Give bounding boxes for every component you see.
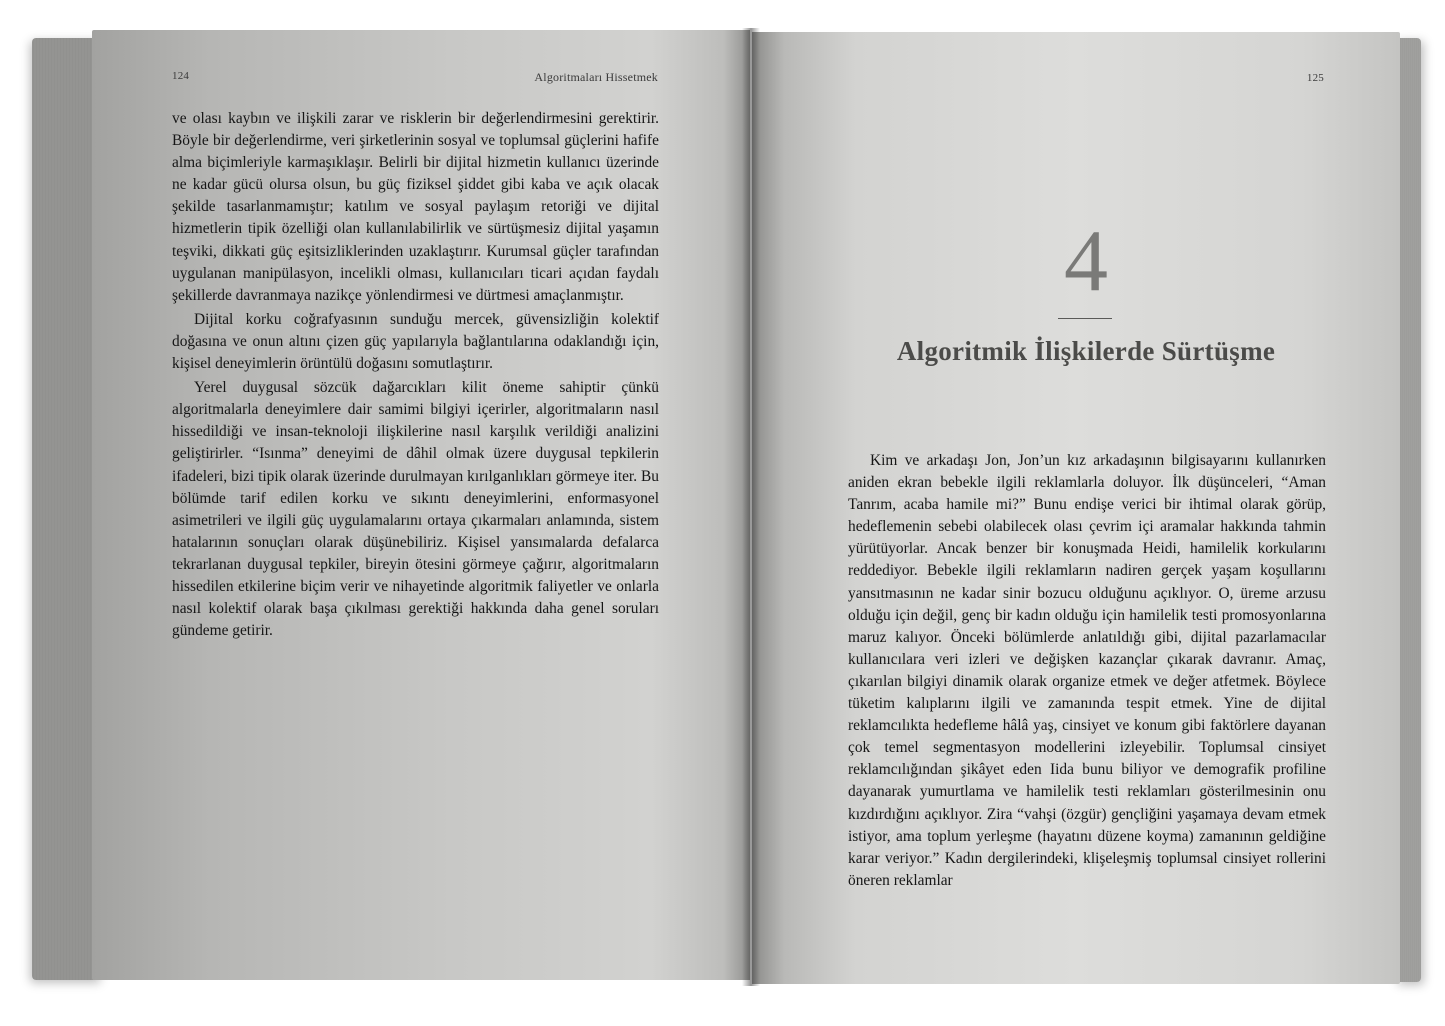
running-header: Algoritmaları Hissetmek [534,70,658,84]
right-body-text [848,450,1326,892]
chapter-divider [1058,318,1112,319]
right-page-number: 125 [1306,72,1324,84]
paragraph: Yerel duygusal sözcük dağarcıkları kilit öneme sahiptir çünkü algoritmalarla deneyimlere dair samimi bilgiyi içerirler, algoritmaların nasıl hissedildiği ve insan-teknoloji ilişkilerine nasıl karşılık verildiği analizini geliştirirler. “Isınma” deneyimi de dâhil olmak üzere duygusal tepkilerin ifadeleri, bizi tipik olarak üzerinde durulmayan kırılganlıkları görmeye iter. Bu bölümde tarif edilen korku ve sıkıntı deneyimlerini, enformasyonel asimetrileri ve ilgili güç uygulamalarını ortaya çıkarmaları anlamında, sistem hatalarının sonuçları olarak düşünebiliriz. Kişisel yansımalarda defalarca tekrarlanan duygusal tepkiler, bireyin ötesini görmeye çağırır, algoritmaların hissedilen etkilerine biçim verir ve nihayetinde algoritmik faliyetler ve onlarla nasıl kolektif olarak başa çıkılması gerektiği hakkında daha genel soruları gündeme getirir. [172,379,659,640]
chapter-number: 4 [1064,213,1108,310]
left-page-number: 124 [172,70,190,82]
paragraph: Kim ve arkadaşı Jon, Jon’un kız arkadaşının bilgisayarını kullanırken aniden ekran bebekle ilgili reklamlarla doluyor. İlk düşünceleri, “Aman Tanrım, acaba hamile mi?” Bunu endişe verici bir ihtimal olarak görüp, hedeflemenin sebebi olabilecek olası çevrim içi aramalar hakkında tahmin yürütüyorlar. Ancak benzer bir konuşmada Heidi, hamilelik korkularını reddediyor. Bebekle ilgili reklamların nadiren gerçek yaşam koşullarını yansıtmasının ne kadar sinir bozucu olduğunu açıklıyor. O, üreme arzusu olduğu için değil, genç bir kadın olduğu için hamilelik testi promosyonlarına maruz kalıyor. Önceki bölümlerde anlatıldığı gibi, dijital pazarlamacılar kullanıcılara veri izleri ve değişken kazançlar çıkarak davranır. Amaç, çıkarılan bilgiyi dinamik olarak organize etmek ve değer atfetmek. Böylece tüketim kalıplarını ilgili ve zamanında tespit etmek. Yine de dijital reklamcılıkta hedefleme hâlâ yaş, cinsiyet ve konum gibi faktörlere dayanan çok temel segmentasyon modellerini izleyebilir. Toplumsal cinsiyet reklamcılığından şikâyet eden Iida bunu biliyor ve demografik profiline dayanarak yumurtlama ve hamilelik testi reklamları gösterilmesinin onu kızdırdığını açıklıyor. Zira “vahşi (özgür) gençliğini yaşamaya devam etmek istiyor, ama toplum yerleşme (hayatını düzene koyma) zamanının geldiğine karar veriyor.” Kadın dergilerindeki, klişeleşmiş toplumsal cinsiyet rollerini öneren reklamlar [848,452,1326,889]
paragraph: ve olası kaybın ve ilişkili zarar ve risklerin bir değerlendirmesini gerektirir. Böyle bir değerlendirme, veri şirketlerinin sosyal ve toplumsal güçlerini hafife alma biçimleriyle karmaşıklaşır. Belirli bir dijital hizmetin kullanıcı üzerinde ne kadar gücü olursa olsun, bu güç fiziksel şiddet gibi kaba ve açık olacak şekilde tasarlanmamıştır; katılım ve sosyal paylaşım retoriği ve dijital hizmetlerin tipik özelliği olan kullanılabilirlik ve sürtüşmesiz dijital yaşamın teşviki, dikkati güç eşitsizliklerinden uzaklaştırır. Kurumsal güçler tarafından uygulanan manipülasyon, incelikli olması, kullanıcıları ticari açıdan faydalı şekillerde davranmaya nazikçe yönlendirmesi ve dürtmesi amaçlanmıştır. [172,110,659,304]
paragraph: Dijital korku coğrafyasının sunduğu mercek, güvensizliğin kolektif doğasına ve onun altını çizen güç yapılarıyla bağlantılarına odaklandığı için, kişisel deneyimlerin örüntülü doğasını somutlaştırır. [172,310,659,373]
book-gutter [742,28,760,986]
chapter-title: Algoritmik İlişkilerde Sürtüşme [896,336,1276,366]
right-page [752,32,1400,984]
left-page [92,30,750,980]
left-body-text [172,108,659,642]
